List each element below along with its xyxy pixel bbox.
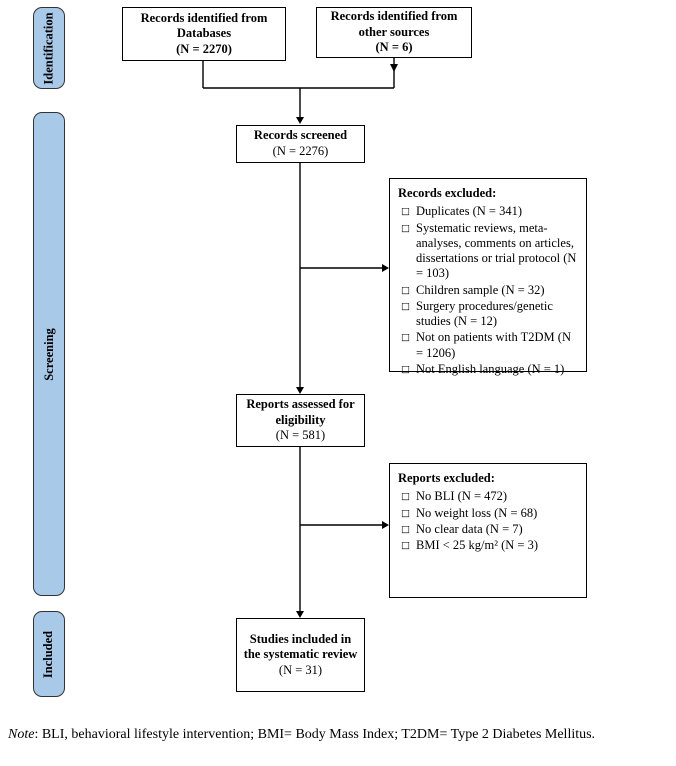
list-item-text: BMI < 25 kg/m² (N = 3) <box>416 538 539 552</box>
reports-excluded-title: Reports excluded: <box>398 471 495 485</box>
list-item <box>398 204 578 219</box>
node-title: Records screened <box>253 128 348 143</box>
list-item-text: No BLI (N = 472) <box>416 489 508 504</box>
footnote-text: : BLI, behavioral lifestyle intervention; BMI= Body Mass Index; T2DM= Type 2 Diabetes Mellitus. <box>34 727 596 742</box>
list-item <box>398 283 578 298</box>
checkbox-bullet-icon: □ <box>401 507 410 519</box>
checkbox-bullet-icon: □ <box>401 523 410 535</box>
node-count: (N = 581) <box>275 428 326 443</box>
list-item <box>398 330 578 361</box>
node-records-identified-databases <box>122 7 286 61</box>
list-item <box>398 362 578 377</box>
list-item <box>398 299 578 330</box>
list-item <box>398 522 578 537</box>
arrowhead-included <box>296 611 304 618</box>
list-item <box>398 506 578 521</box>
arrowhead-records-excluded <box>382 264 389 272</box>
reports-excluded-box <box>389 463 587 598</box>
node-count: (N = 31) <box>278 662 323 677</box>
node-title: Studies included in the systematic review <box>243 631 358 662</box>
checkbox-bullet-icon: □ <box>401 332 410 344</box>
node-records-identified-other-sources <box>316 7 472 58</box>
node-records-screened <box>236 125 365 163</box>
records-excluded-box <box>389 178 587 376</box>
node-reports-assessed <box>236 394 365 447</box>
list-item <box>398 538 578 553</box>
stage-screening-label: Screening <box>41 327 56 381</box>
checkbox-bullet-icon: □ <box>401 540 410 551</box>
node-title: Records identified from Databases <box>140 10 268 41</box>
node-studies-included <box>236 618 365 692</box>
checkbox-bullet-icon: □ <box>401 222 410 234</box>
list-item-text: Duplicates (N = 341) <box>416 204 522 219</box>
checkbox-bullet-icon: □ <box>401 363 410 375</box>
stage-included-label: Included <box>41 630 56 678</box>
node-count: (N = 2270) <box>176 41 232 56</box>
node-title: Reports assessed for eligibility <box>246 397 355 427</box>
stage-screening <box>33 112 65 596</box>
records-excluded-title: Records excluded: <box>398 186 497 200</box>
arrowhead-screened <box>296 117 304 124</box>
node-count: (N = 6) <box>375 40 413 55</box>
footnote-label: Note <box>8 727 35 742</box>
footnote <box>8 726 660 745</box>
checkbox-bullet-icon: □ <box>401 491 410 503</box>
stage-included <box>33 611 65 697</box>
checkbox-bullet-icon: □ <box>401 206 410 218</box>
list-item <box>398 221 578 282</box>
checkbox-bullet-icon: □ <box>401 284 410 296</box>
checkbox-bullet-icon: □ <box>401 300 410 312</box>
arrowhead-reports-excluded <box>382 521 389 529</box>
stage-identification <box>33 7 65 89</box>
list-item <box>398 489 578 504</box>
stage-identification-label: Identification <box>41 11 56 85</box>
list-item-text: No clear data (N = 7) <box>416 521 523 536</box>
arrowhead-assessed <box>296 387 304 394</box>
list-item-text: Not English language (N = 1) <box>416 361 565 376</box>
node-count: (N = 2276) <box>272 144 329 158</box>
list-item-text: Children sample (N = 32) <box>416 282 545 297</box>
arrowhead-othersources <box>390 64 398 72</box>
list-item-text: Surgery procedures/genetic studies (N = 12) <box>416 298 553 328</box>
list-item-text: No weight loss (N = 68) <box>416 505 538 520</box>
list-item-text: Systematic reviews, meta-analyses, comments on articles, dissertations or trial protocol (N = 103) <box>416 220 577 281</box>
list-item-text: Not on patients with T2DM (N = 1206) <box>416 330 571 360</box>
node-title: Records identified from other sources <box>330 9 458 39</box>
